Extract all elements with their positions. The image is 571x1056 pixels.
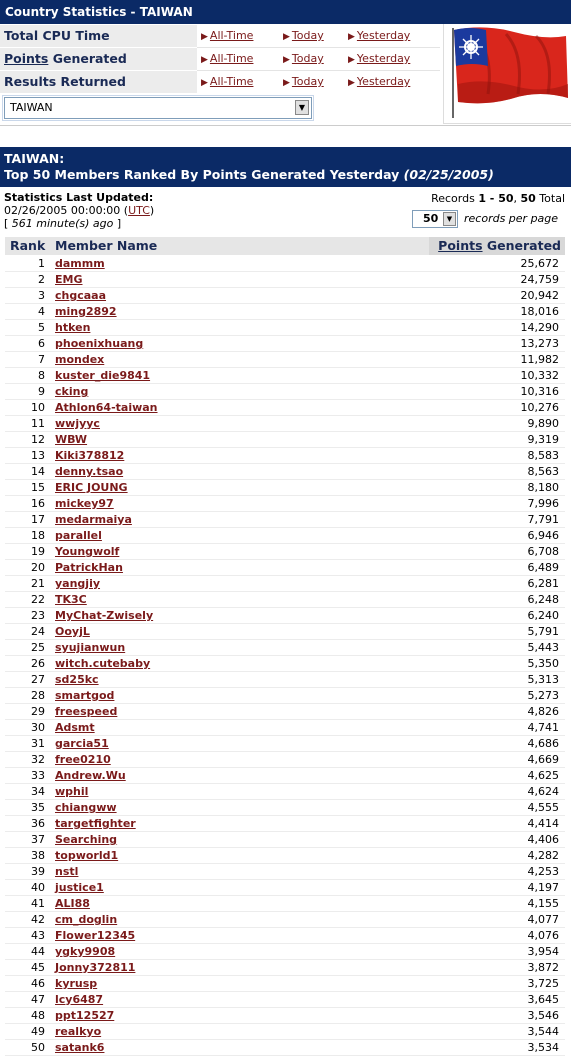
member-name-link[interactable]: cking [55, 385, 89, 398]
points-all-time-link[interactable]: ▶ All-Time [201, 48, 253, 70]
rank-cell: 34 [31, 785, 45, 798]
member-name-link[interactable]: phoenixhuang [55, 337, 144, 350]
rank-cell: 38 [31, 849, 45, 862]
member-name-link[interactable]: Jonny372811 [55, 961, 136, 974]
table-row [5, 784, 565, 800]
points-cell: 4,625 [527, 769, 559, 782]
points-cell: 8,563 [527, 465, 559, 478]
table-row [5, 688, 565, 704]
member-name-link[interactable]: chiangww [55, 801, 117, 814]
points-cell: 10,276 [520, 401, 559, 414]
table-row [5, 400, 565, 416]
member-name-link[interactable]: ERIC JOUNG [55, 481, 128, 494]
results-all-time-link[interactable]: ▶ All-Time [201, 71, 253, 93]
member-name-link[interactable]: chgcaaa [55, 289, 107, 302]
table-row [5, 368, 565, 384]
points-cell: 4,414 [527, 817, 559, 830]
rank-cell: 10 [31, 401, 45, 414]
member-name-link[interactable]: parallel [55, 529, 102, 542]
stat-label-results: Results Returned [0, 71, 197, 93]
table-row [5, 880, 565, 896]
member-name-link[interactable]: ygky9908 [55, 945, 116, 958]
points-cell: 6,708 [527, 545, 559, 558]
table-row [5, 752, 565, 768]
rank-cell: 37 [31, 833, 45, 846]
member-name-link[interactable]: yangjiy [55, 577, 101, 590]
rank-cell: 12 [31, 433, 45, 446]
rank-cell: 39 [31, 865, 45, 878]
table-row [5, 720, 565, 736]
table-row [5, 256, 565, 272]
rank-cell: 13 [31, 449, 45, 462]
points-cell: 13,273 [520, 337, 559, 350]
points-cell: 10,332 [520, 369, 559, 382]
table-row [5, 576, 565, 592]
table-row [5, 704, 565, 720]
arrow-icon: ▶ [201, 32, 208, 42]
points-cell: 4,686 [527, 737, 559, 750]
rank-cell: 11 [31, 417, 45, 430]
table-row [5, 800, 565, 816]
table-row [5, 304, 565, 320]
rank-cell: 44 [31, 945, 45, 958]
member-name-link[interactable]: smartgod [55, 689, 115, 702]
points-cell: 3,544 [527, 1025, 559, 1038]
rank-cell: 2 [38, 273, 45, 286]
member-name-link[interactable]: realkyo [55, 1025, 102, 1038]
points-cell: 4,155 [527, 897, 559, 910]
rank-cell: 15 [31, 481, 45, 494]
table-row [5, 912, 565, 928]
ranking-header [0, 147, 571, 187]
table-row [5, 480, 565, 496]
points-cell: 7,791 [527, 513, 559, 526]
table-row [5, 544, 565, 560]
member-name-link[interactable]: free0210 [55, 753, 111, 766]
table-row [5, 672, 565, 688]
points-today-link[interactable]: ▶ Today [283, 48, 324, 70]
points-cell: 4,741 [527, 721, 559, 734]
records-summary: Records 1 - 50, 50 Total [431, 192, 565, 205]
col-rank: Rank [10, 238, 46, 253]
ranking-country: TAIWAN: [4, 151, 65, 166]
table-row [5, 592, 565, 608]
table-row [5, 928, 565, 944]
results-yesterday-link[interactable]: ▶ Yesterday [348, 71, 410, 93]
points-cell: 4,253 [527, 865, 559, 878]
points-cell: 20,942 [520, 289, 559, 302]
rank-cell: 3 [38, 289, 45, 302]
member-name-link[interactable]: Andrew.Wu [55, 769, 126, 782]
points-cell: 3,534 [527, 1041, 559, 1054]
updated-time: 02/26/2005 00:00:00 (UTC) [4, 204, 155, 217]
member-name-link[interactable]: Adsmt [55, 721, 95, 734]
rank-cell: 24 [31, 625, 45, 638]
points-cell: 9,319 [527, 433, 559, 446]
points-cell: 10,316 [520, 385, 559, 398]
arrow-icon: ▶ [283, 32, 290, 42]
arrow-icon: ▶ [283, 55, 290, 65]
member-name-link[interactable]: sd25kc [55, 673, 99, 686]
points-sort-link[interactable]: Points [438, 238, 483, 253]
stat-row-results [0, 71, 440, 93]
records-per-page-select[interactable]: 50 ▼ [412, 210, 458, 228]
member-name-link[interactable]: EMG [55, 273, 83, 286]
member-name-link[interactable]: mickey97 [55, 497, 114, 510]
arrow-icon: ▶ [201, 78, 208, 88]
table-row [5, 432, 565, 448]
rank-cell: 36 [31, 817, 45, 830]
table-row [5, 624, 565, 640]
member-name-link[interactable]: nstl [55, 865, 79, 878]
taiwan-flag-icon [444, 24, 570, 122]
member-name-link[interactable]: topworld1 [55, 849, 119, 862]
points-cell: 4,669 [527, 753, 559, 766]
table-row [5, 560, 565, 576]
rank-cell: 29 [31, 705, 45, 718]
rank-cell: 35 [31, 801, 45, 814]
records-per-page-label: records per page [464, 212, 559, 225]
table-row [5, 272, 565, 288]
points-cell: 7,996 [527, 497, 559, 510]
ranking-title: Top 50 Members Ranked By Points Generated Yesterday (02/25/2005) [4, 167, 494, 182]
points-cell: 5,443 [527, 641, 559, 654]
arrow-icon: ▶ [348, 55, 355, 65]
points-cell: 6,489 [527, 561, 559, 574]
points-cell: 4,624 [527, 785, 559, 798]
col-points: Points Generated [429, 237, 565, 255]
points-cell: 9,890 [527, 417, 559, 430]
member-name-link[interactable]: MyChat-Zwisely [55, 609, 154, 622]
member-name-link[interactable]: denny.tsao [55, 465, 124, 478]
rank-cell: 26 [31, 657, 45, 670]
table-row [5, 640, 565, 656]
table-row [5, 848, 565, 864]
updated-label: Statistics Last Updated: [4, 191, 154, 204]
table-row [5, 768, 565, 784]
points-cell: 6,240 [527, 609, 559, 622]
table-row [5, 336, 565, 352]
ranking-date: (02/25/2005) [403, 167, 494, 182]
points-cell: 18,016 [520, 305, 559, 318]
member-name-link[interactable]: lcy6487 [55, 993, 104, 1006]
rank-cell: 23 [31, 609, 45, 622]
table-row [5, 528, 565, 544]
member-name-link[interactable]: WBW [55, 433, 88, 446]
rank-cell: 33 [31, 769, 45, 782]
rank-cell: 4 [38, 305, 45, 318]
table-row [5, 448, 565, 464]
member-name-link[interactable]: PatrickHan [55, 561, 123, 574]
member-name-link[interactable]: ppt12527 [55, 1009, 115, 1022]
table-row [5, 736, 565, 752]
table-row [5, 320, 565, 336]
member-name-link[interactable]: mondex [55, 353, 105, 366]
points-cell: 5,350 [527, 657, 559, 670]
points-cell: 3,546 [527, 1009, 559, 1022]
member-name-link[interactable]: kuster_die9841 [55, 369, 151, 382]
points-cell: 4,197 [527, 881, 559, 894]
utc-link[interactable]: UTC [128, 204, 150, 217]
member-name-link[interactable]: freespeed [55, 705, 118, 718]
member-name-link[interactable]: Flower12345 [55, 929, 136, 942]
points-cell: 4,826 [527, 705, 559, 718]
points-cell: 3,872 [527, 961, 559, 974]
member-name-link[interactable]: wphil [55, 785, 89, 798]
points-cell: 6,281 [527, 577, 559, 590]
table-row [5, 288, 565, 304]
member-name-link[interactable]: garcia51 [55, 737, 109, 750]
table-row [5, 608, 565, 624]
table-header [5, 237, 565, 255]
table-row [5, 960, 565, 976]
country-select[interactable] [4, 97, 312, 119]
section-divider [0, 125, 571, 126]
points-cell: 4,555 [527, 801, 559, 814]
member-name-link[interactable]: targetfighter [55, 817, 136, 830]
arrow-icon: ▶ [283, 78, 290, 88]
rank-cell: 43 [31, 929, 45, 942]
rank-cell: 18 [31, 529, 45, 542]
member-name-link[interactable]: OoyjL [55, 625, 90, 638]
rank-cell: 50 [31, 1041, 45, 1054]
rank-cell: 48 [31, 1009, 45, 1022]
member-name-link[interactable]: TK3C [55, 593, 87, 606]
rank-cell: 9 [38, 385, 45, 398]
points-cell: 24,759 [520, 273, 559, 286]
rank-cell: 19 [31, 545, 45, 558]
arrow-icon: ▶ [348, 32, 355, 42]
points-cell: 4,077 [527, 913, 559, 926]
points-cell: 8,180 [527, 481, 559, 494]
chevron-down-icon[interactable]: ▼ [443, 212, 456, 226]
table-row [5, 384, 565, 400]
table-row [5, 976, 565, 992]
member-name-link[interactable]: Kiki378812 [55, 449, 125, 462]
table-row [5, 496, 565, 512]
table-row [5, 816, 565, 832]
points-cell: 6,248 [527, 593, 559, 606]
points-cell: 3,954 [527, 945, 559, 958]
table-row [5, 896, 565, 912]
points-cell: 4,282 [527, 849, 559, 862]
member-name-link[interactable]: cm_doglin [55, 913, 118, 926]
rank-cell: 49 [31, 1025, 45, 1038]
points-cell: 25,672 [520, 257, 559, 270]
table-row [5, 1008, 565, 1024]
rank-cell: 21 [31, 577, 45, 590]
member-name-link[interactable]: syujianwun [55, 641, 126, 654]
member-name-link[interactable]: satank6 [55, 1041, 105, 1054]
table-row [5, 352, 565, 368]
rank-cell: 41 [31, 897, 45, 910]
rank-cell: 27 [31, 673, 45, 686]
flag-container [443, 24, 571, 124]
member-name-link[interactable]: medarmaiya [55, 513, 132, 526]
rank-cell: 5 [38, 321, 45, 334]
table-row [5, 1024, 565, 1040]
points-cell: 4,406 [527, 833, 559, 846]
table-row [5, 1040, 565, 1056]
table-row [5, 864, 565, 880]
points-cell: 3,645 [527, 993, 559, 1006]
points-cell: 5,791 [527, 625, 559, 638]
rank-cell: 42 [31, 913, 45, 926]
points-yesterday-link[interactable]: ▶ Yesterday [348, 48, 410, 70]
table-row [5, 992, 565, 1008]
table-row [5, 944, 565, 960]
stat-label-points: Points Generated [0, 48, 197, 70]
rank-cell: 20 [31, 561, 45, 574]
rank-cell: 17 [31, 513, 45, 526]
table-row [5, 656, 565, 672]
updated-ago: [ 561 minute(s) ago ] [4, 217, 122, 230]
arrow-icon: ▶ [348, 78, 355, 88]
member-name-link[interactable]: ALI88 [55, 897, 90, 910]
member-name-link[interactable]: justice1 [55, 881, 104, 894]
rank-cell: 47 [31, 993, 45, 1006]
points-cell: 5,313 [527, 673, 559, 686]
table-row [5, 464, 565, 480]
cpu-time-yesterday-link[interactable]: ▶ Yesterday [348, 25, 410, 47]
points-sort-link[interactable]: Points [4, 51, 49, 66]
points-cell: 14,290 [520, 321, 559, 334]
points-cell: 11,982 [520, 353, 559, 366]
members-table [5, 256, 565, 1056]
points-cell: 5,273 [527, 689, 559, 702]
country-select-value: TAIWAN [10, 101, 53, 114]
points-cell: 4,076 [527, 929, 559, 942]
rank-cell: 6 [38, 337, 45, 350]
stat-row-points [0, 48, 440, 70]
points-cell: 3,725 [527, 977, 559, 990]
points-cell: 6,946 [527, 529, 559, 542]
rank-cell: 7 [38, 353, 45, 366]
rank-cell: 22 [31, 593, 45, 606]
rank-cell: 16 [31, 497, 45, 510]
member-name-link[interactable]: wwjyyc [55, 417, 100, 430]
arrow-icon: ▶ [201, 55, 208, 65]
results-today-link[interactable]: ▶ Today [283, 71, 324, 93]
table-row [5, 832, 565, 848]
member-name-link[interactable]: ming2892 [55, 305, 117, 318]
member-name-link[interactable]: Searching [55, 833, 118, 846]
member-name-link[interactable]: witch.cutebaby [55, 657, 151, 670]
rank-cell: 45 [31, 961, 45, 974]
country-stats-title: Country Statistics - TAIWAN [0, 0, 571, 24]
points-cell: 8,583 [527, 449, 559, 462]
rank-cell: 1 [38, 257, 45, 270]
member-name-link[interactable]: Youngwolf [55, 545, 120, 558]
stat-row-cpu-time [0, 25, 440, 47]
cpu-time-all-time-link[interactable]: ▶ All-Time [201, 25, 253, 47]
rank-cell: 30 [31, 721, 45, 734]
rank-cell: 25 [31, 641, 45, 654]
rank-cell: 14 [31, 465, 45, 478]
rank-cell: 8 [38, 369, 45, 382]
col-member-name: Member Name [55, 238, 158, 253]
chevron-down-icon[interactable]: ▼ [295, 100, 309, 115]
member-name-link[interactable]: kyrusp [55, 977, 98, 990]
rank-cell: 40 [31, 881, 45, 894]
member-name-link[interactable]: dammm [55, 257, 105, 270]
rank-cell: 31 [31, 737, 45, 750]
member-name-link[interactable]: htken [55, 321, 91, 334]
table-row [5, 416, 565, 432]
table-row [5, 512, 565, 528]
member-name-link[interactable]: Athlon64-taiwan [55, 401, 158, 414]
rank-cell: 28 [31, 689, 45, 702]
stat-label-cpu-time: Total CPU Time [0, 25, 197, 47]
rank-cell: 46 [31, 977, 45, 990]
rank-cell: 32 [31, 753, 45, 766]
cpu-time-today-link[interactable]: ▶ Today [283, 25, 324, 47]
